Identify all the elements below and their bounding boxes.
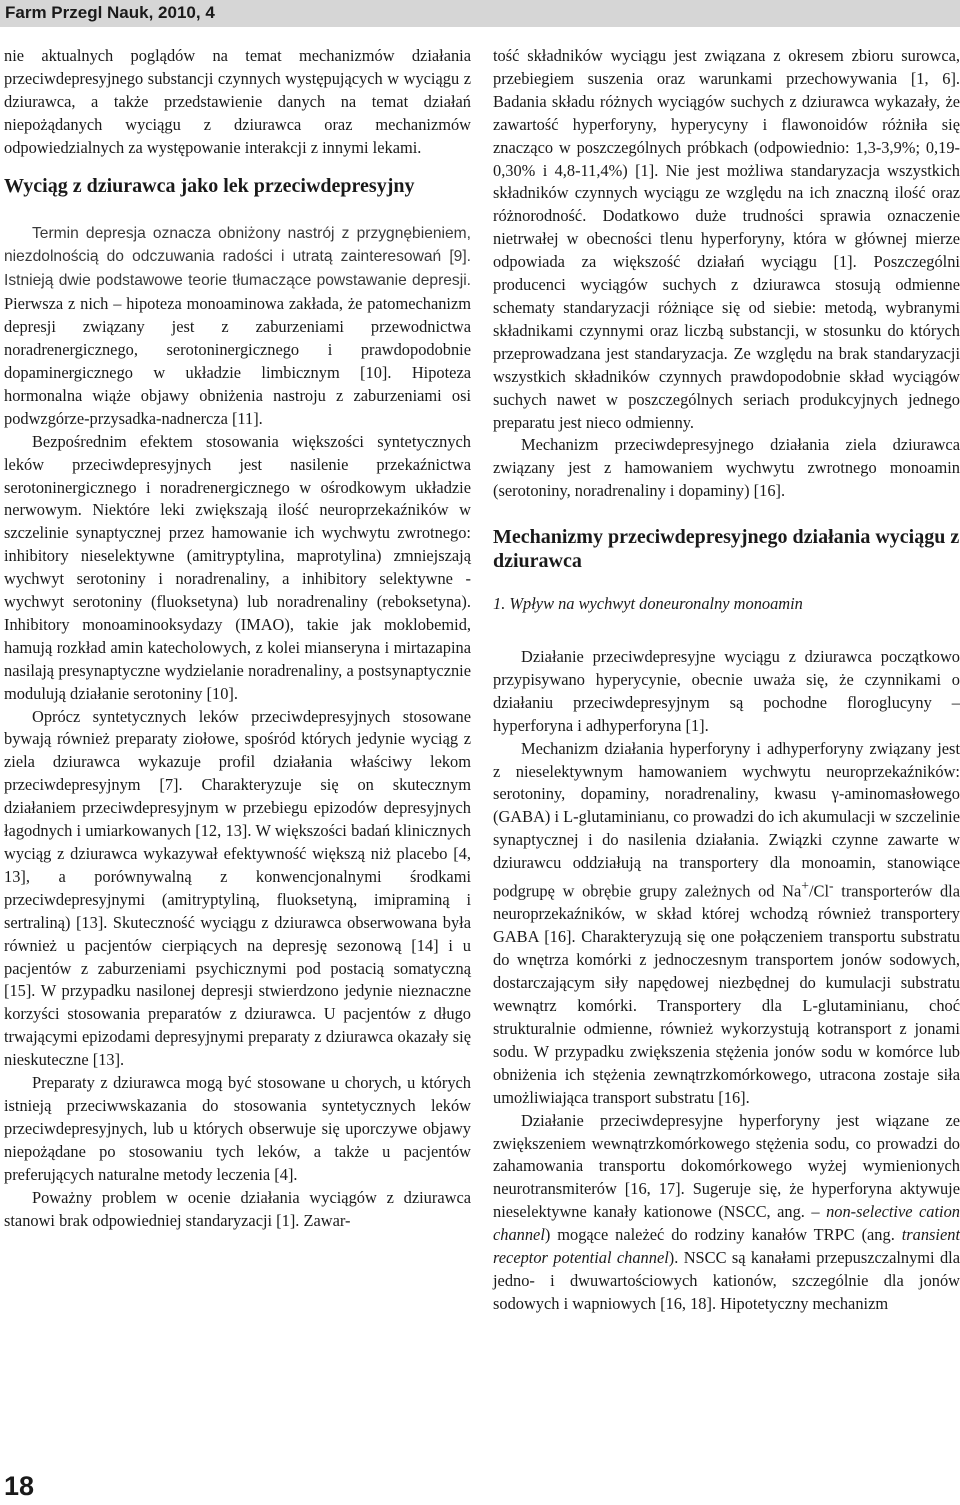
text-part: ). NSCC są kanałami przepuszczalnymi dla jedno- i dwuwartościowych kationów, szczególnie dla jonów sodowych i wapniowych [16, 18]. Hipotetyczny mechanizm <box>493 1248 960 1313</box>
paragraph-active-compounds: Działanie przeciwdepresyjne wyciągu z dziurawca początkowo przypisywano hyperycynie, obecnie uważa się, że czynnikami o działaniu przeciwdepresyjnym są pochodne floroglucyny – hyperforyna i adhyperforyna [1]. <box>493 647 960 735</box>
text-part: Mechanizm działania hyperforyny i adhyperforyny związany jest z nieselektywnym hamowaniem wychwytu neuroprzekaźników: serotoniny, dopaminy, noradrenaliny, kwasu γ-aminomasłowego (GABA) i L-glutaminianu, co prowadzi do ich akumulacji w szczelinie synaptycznej i do nasilenia działania. Związki czynne zawarte w dziurawcu oddziałują na transportery dla monoamin, stanowiące podgrupę w obrębie grupy zależnych od Na <box>493 738 960 901</box>
section-heading-mechanisms: Mechanizmy przeciwdepresyjnego działania wyciągu z dziurawca <box>493 526 960 573</box>
definition-text: Termin depresja oznacza obniżony nastrój z przygnębieniem, niezdolnością do odczuwania radości i utratą zainteresowań [9]. Istnieją dwie podstawowe teorie tłumaczące powstawanie depresji. <box>4 224 471 290</box>
subsection-heading-reuptake: 1. Wpływ na wychwyt doneuronalny monoamin <box>493 594 803 614</box>
paragraph-synthetic-drugs: Bezpośrednim efektem stosowania większości syntetycznych leków przeciwdepresyjnych jest nasilenie przekaźnictwa serotoninergicznego i noradrenergicznego w ośrodkowym układzie nerwowym. Niektóre leki zwiększają ilość neuroprzekaźników w szczelinie synaptycznej przez hamowanie ich wychwytu zwrotnego: inhibitory nieselektywne (amitryptylina, maprotylina) zmniejszają wychwyt serotoniny i noradrenaliny, a inhibitory selektywne - wychwyt serotoniny (fluoksetyna) lub noradrenaliny (reboksetyna). Inhibitory monoaminooksydazy (IMAO), takie jak moklobemid, hamują rozkład amin katecholowych, z kolei mianseryna i mirtazapina nasilają presynaptyczne wydzielanie noradrenaliny, a postsynaptycznie modulują działanie serotoniny [10]. <box>4 431 471 703</box>
superscript-minus: - <box>829 878 834 894</box>
paragraph-herbal-preparations: Oprócz syntetycznych leków przeciwdepresyjnych stosowane bywają również preparaty ziołowe, spośród których jedynie wyciąg z ziela dziurawca wykazuje profil działania właściwy lekom przeciwdepresyjnym [7]. Charakteryzuje się on skutecznym działaniem przeciwdepresyjnym w przebiegu epizodów depresyjnych łagodnych i umiarkowanych [12, 13]. W większości badań klinicznych wyciąg z dziurawca wykazywał efektywność większą niż placebo [4, 13], a porównywalną z konwencjonalnymi środkami przeciwdepresyjnymi (amitryptyliną, fluoksetyną, imipraminą i sertraliną) [13]. Skuteczność wyciągu z dziurawca obserwowana była również u pacjentów cierpiących na depresję sezonową [14] i u pacjentów z zaburzeniami psychicznymi pod postacią somatyczną [15]. W przypadku nasilonej depresji stwierdzono jedynie nieznaczne korzyści stosowania preparatów z dziurawca. U pacjentów z długo trwającymi epizodami depresyjnymi preparaty z dziurawca okazały się nieskuteczne [13]. <box>4 706 471 1070</box>
text-part: /Cl <box>808 881 830 901</box>
paragraph-standardization-cont: tość składników wyciągu jest związana z okresem zbioru surowca, przebiegiem suszenia oraz warunkami przechowywania [1, 6]. Badania składu różnych wyciągów suchych z dziurawca wykazały, że zawartość hyperforyny, hyperycyny i flawonoidów różniła się znacząco w poszczególnych próbkach (odpowiednio: 1,3-3,9%; 0,19-0,30% i 4,8-11,4%) [1]. Nie jest możliwa standaryzacja wszystkich składników czynnych wyciągu ze względu na ich znaczną ilość oraz różnorodność. Dodatkowo duże trudności sprawia oznaczenie nietrwałej w obecności tlenu hyperforyny, która w głównej mierze odpowiada za większość działań wyciągu [1]. Poszczególni producenci wyciągów suchych z dziurawca stosują odmienne schematy standaryzacji różniące się od siebie: metodą, wybranymi składnikami czynnymi oraz liczbą substancji, w stosunku do których przeprowadzana jest standaryzacja. Ze względu na brak standaryzacji wszystkich składników czynnych prawdopodobnie skład wyciągów suchych nawet w poszczególnych seriach produkcyjnych jednego preparatu jest nieco odmienny. <box>493 46 960 432</box>
paragraph-hyperforin-mechanism <box>493 738 960 1110</box>
page-number: 18 <box>4 1471 35 1501</box>
hypothesis-text: Pierwsza z nich – hipoteza monoaminowa zakłada, że patomechanizm depresji związany jest z zaburzeniami przewodnictwa noradrenergicznego, serotoninergicznego i prawdopodobnie dopaminergicznego w układzie limbicznym [10]. Hipoteza hormonalna wiąże objawy obniżenia nastroju z zaburzeniami osi podwzgórze-przysadka-nadnercza [11]. <box>4 294 471 428</box>
section-heading-depression: Wyciąg z dziurawca jako lek przeciwdepresyjny <box>4 174 415 197</box>
paragraph-indications: Preparaty z dziurawca mogą być stosowane u chorych, u których istnieją przeciwwskazania do stosowania syntetycznych leków przeciwdepresyjnych, lub u których obserwuje się uporczywe objawy niepożądane po stosowaniu tych leków, a także u pacjentów preferujących naturalne metody leczenia [4]. <box>4 1073 471 1184</box>
paragraph-depression-definition <box>4 222 471 431</box>
journal-title: Farm Przegl Nauk, 2010, 4 <box>5 3 215 22</box>
intro-paragraph: nie aktualnych poglądów na temat mechanizmów działania przeciwdepresyjnego substancji czynnych występujących w wyciągu z dziurawca, a także przedstawienie danych na temat działań niepożądanych wyciągu z dziurawca oraz mechanizmów odpowiedzialnych za występowanie interakcji z innymi lekami. <box>4 46 471 157</box>
italic-term: non-selective cation channel <box>493 1202 960 1245</box>
left-column <box>4 45 471 1232</box>
paragraph-standardization: Poważny problem w ocenie działania wyciągów z dziurawca stanowi brak odpowiedniej standaryzacji [1]. Zawar- <box>4 1187 471 1230</box>
superscript-plus: + <box>801 878 809 894</box>
paragraph-mechanism-summary: Mechanizm przeciwdepresyjnego działania ziela dziurawca związany jest z hamowaniem wychwytu zwrotnego monoamin (serotoniny, noradrenaliny i dopaminy) [16]. <box>493 435 960 501</box>
italic-term: transient receptor potential channel <box>493 1225 960 1268</box>
journal-header-bar <box>0 0 960 27</box>
right-column <box>493 45 960 1316</box>
paragraph-sodium-concentration <box>493 1110 960 1316</box>
text-part: ) mogące należeć do rodziny kanałów TRPC (ang. <box>544 1225 902 1245</box>
text-part: transporterów dla neuroprzekaźników, w skład której wchodzą również transportery GABA [16]. Charakteryzują się one połączeniem transportu substratu do wnętrza komórki z jednoczesnym transportem jonów sodowych, dostarczającym siły napędowej niezbędnej do kumulacji substratu wewnątrz komórki. Transportery dla L-glutaminianu, choć strukturalnie odmienne, również wykorzystują kotransport z jonami sodu. W przypadku zwiększenia stężenia jonów sodu w komórce lub obniżenia ich stężenia zewnątrzkomórkowego, utracona zostaje siła umożliwiająca transport substratu [16]. <box>493 881 960 1107</box>
text-part: Działanie przeciwdepresyjne hyperforyny jest wiązane ze zwiększeniem wewnątrzkomórkowego stężenia sodu, co prowadzi do zahamowania transportu dokomórkowego wyżej wymienionych neurotransmiterów [16, 17]. Sugeruje się, że hyperforyna aktywuje nieselektywne kanały kationowe (NSCC, ang. – <box>493 1110 960 1222</box>
